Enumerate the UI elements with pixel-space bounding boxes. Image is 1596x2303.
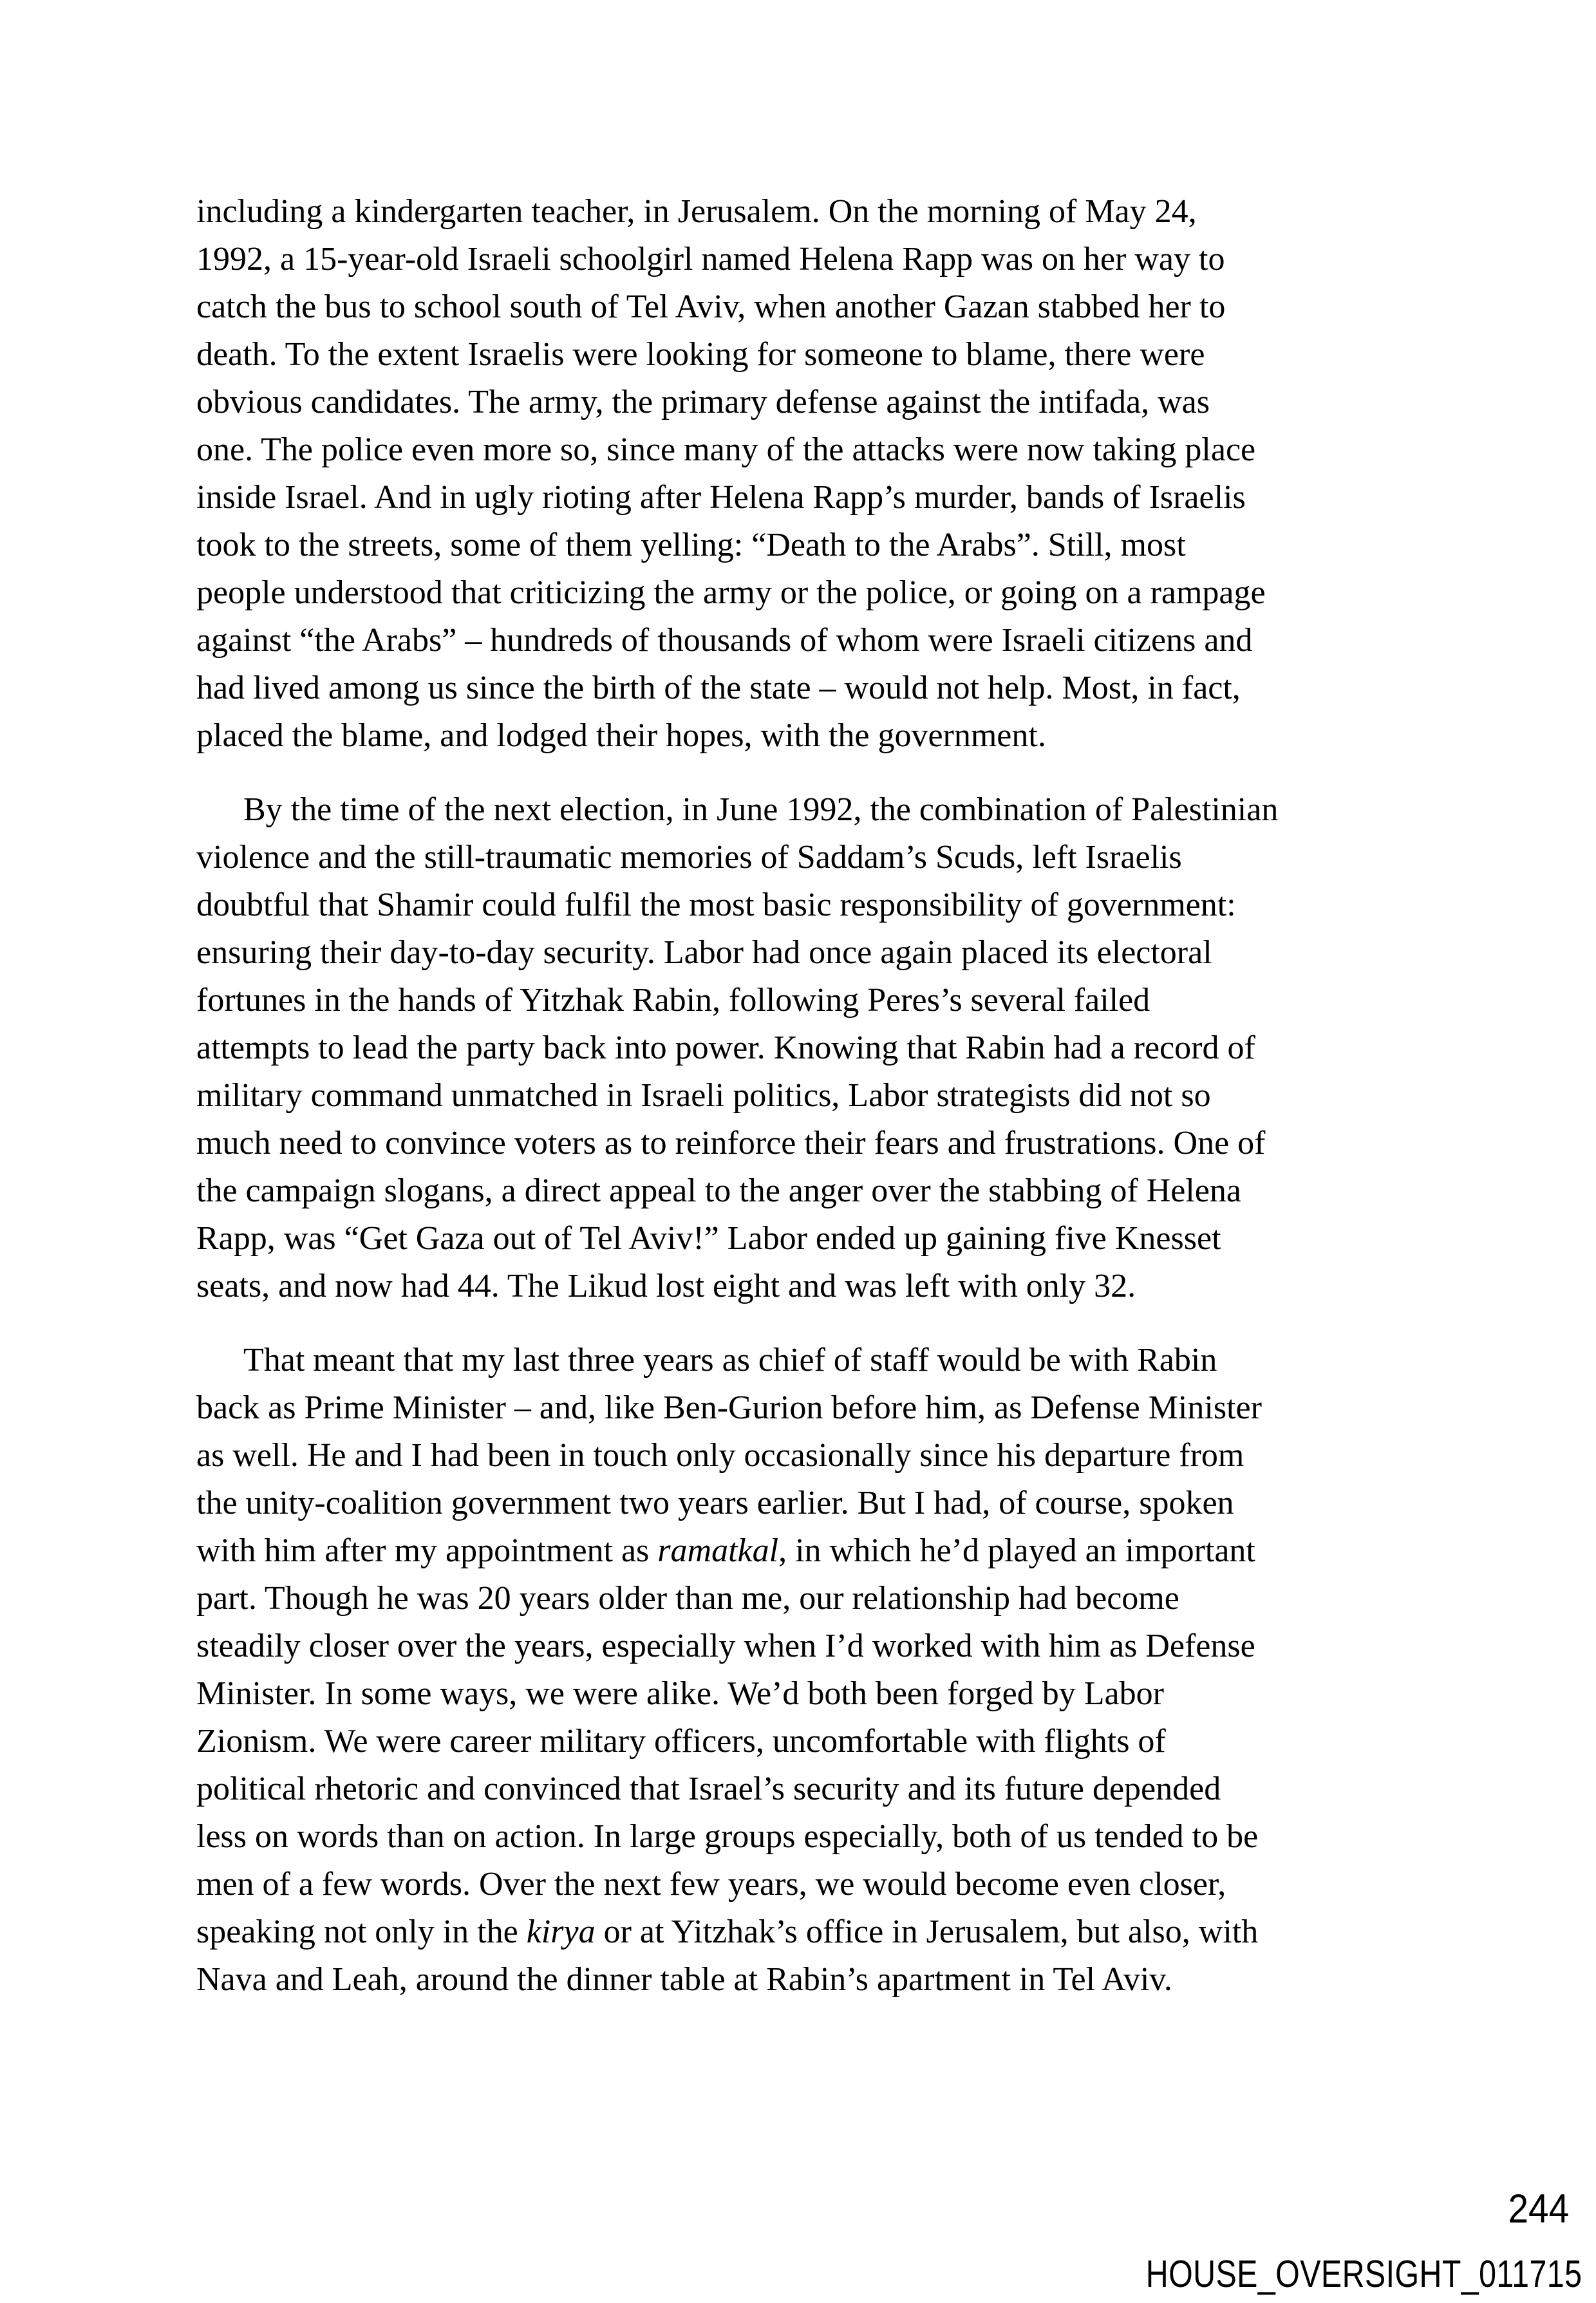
text-line: men of a few words. Over the next few years, we would become even closer, xyxy=(196,1866,1226,1903)
text-line: catch the bus to school south of Tel Aviv, when another Gazan stabbed her to xyxy=(196,288,1226,325)
text-line: Rapp, was “Get Gaza out of Tel Aviv!” Labor ended up gaining five Knesset xyxy=(196,1220,1221,1257)
text-line: violence and the still-traumatic memories of Saddam’s Scuds, left Israelis xyxy=(196,839,1182,876)
text-line: less on words than on action. In large groups especially, both of us tended to be xyxy=(196,1818,1259,1855)
text-line: people understood that criticizing the army or the police, or going on a rampage xyxy=(196,574,1266,611)
body-text xyxy=(196,188,1395,2030)
text-line: with him after my appointment as ramatkal, in which he’d played an important xyxy=(196,1532,1255,1569)
text-line: the unity-coalition government two years earlier. But I had, of course, spoken xyxy=(196,1485,1234,1521)
text-line: fortunes in the hands of Yitzhak Rabin, following Peres’s several failed xyxy=(196,982,1150,1019)
text-line: Nava and Leah, around the dinner table at Rabin’s apartment in Tel Aviv. xyxy=(196,1961,1172,1998)
text-line: had lived among us since the birth of the state – would not help. Most, in fact, xyxy=(196,670,1241,706)
text-line: part. Though he was 20 years older than me, our relationship had become xyxy=(196,1580,1179,1617)
text-line: By the time of the next election, in June 1992, the combination of Palestinian xyxy=(243,791,1279,828)
text-line: including a kindergarten teacher, in Jerusalem. On the morning of May 24, xyxy=(196,193,1197,230)
text-line: much need to convince voters as to reinforce their fears and frustrations. One of xyxy=(196,1125,1266,1161)
text-line: steadily closer over the years, especially when I’d worked with him as Defense xyxy=(196,1628,1255,1664)
text-line: inside Israel. And in ugly rioting after Helena Rapp’s murder, bands of Israelis xyxy=(196,479,1246,516)
text-line: political rhetoric and convinced that Israel’s security and its future depended xyxy=(196,1771,1221,1807)
text-line: Minister. In some ways, we were alike. We’d both been forged by Labor xyxy=(196,1675,1164,1712)
text-line: seats, and now had 44. The Likud lost eight and was left with only 32. xyxy=(196,1268,1136,1304)
text-line: one. The police even more so, since many of the attacks were now taking place xyxy=(196,431,1256,468)
bates-stamp: HOUSE_OVERSIGHT_011715 xyxy=(1145,2253,1582,2295)
text-line: military command unmatched in Israeli politics, Labor strategists did not so xyxy=(196,1077,1211,1114)
text-line: ensuring their day-to-day security. Labor had once again placed its electoral xyxy=(196,934,1212,971)
text-line: doubtful that Shamir could fulfil the most basic responsibility of government: xyxy=(196,887,1236,923)
text-line: speaking not only in the kirya or at Yitzhak’s office in Jerusalem, but also, with xyxy=(196,1913,1259,1950)
paragraph xyxy=(196,188,1395,760)
paragraph xyxy=(196,1337,1395,2004)
text-line: That meant that my last three years as chief of staff would be with Rabin xyxy=(243,1342,1217,1378)
text-line: against “the Arabs” – hundreds of thousands of whom were Israeli citizens and xyxy=(196,622,1253,659)
text-line: back as Prime Minister – and, like Ben-Gurion before him, as Defense Minister xyxy=(196,1389,1262,1426)
text-line: 1992, a 15-year-old Israeli schoolgirl named Helena Rapp was on her way to xyxy=(196,241,1225,277)
text-line: placed the blame, and lodged their hopes, with the government. xyxy=(196,717,1046,754)
text-line: Zionism. We were career military officers, uncomfortable with flights of xyxy=(196,1723,1166,1760)
text-line: as well. He and I had been in touch only occasionally since his departure from xyxy=(196,1437,1244,1474)
paragraph xyxy=(196,786,1395,1310)
text-line: death. To the extent Israelis were looking for someone to blame, there were xyxy=(196,336,1205,373)
text-line: attempts to lead the party back into power. Knowing that Rabin had a record of xyxy=(196,1029,1255,1066)
text-line: took to the streets, some of them yelling: “Death to the Arabs”. Still, most xyxy=(196,527,1186,563)
page-number: 244 xyxy=(1508,2186,1569,2232)
text-line: obvious candidates. The army, the primary defense against the intifada, was xyxy=(196,384,1210,420)
text-line: the campaign slogans, a direct appeal to the anger over the stabbing of Helena xyxy=(196,1172,1241,1209)
